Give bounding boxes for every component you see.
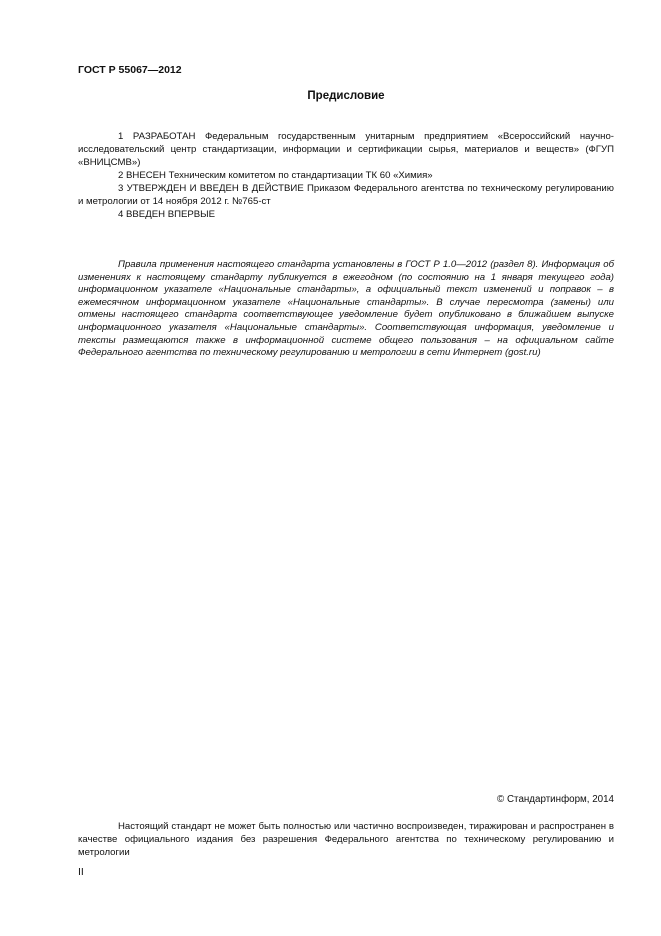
reproduction-notice: Настоящий стандарт не может быть полностью или частично воспроизведен, тиражирован и распространен в качестве официального издания без разрешения Федерального агентства по техническому регулированию и метрологии [78, 821, 614, 858]
application-rules-notice: Правила применения настоящего стандарта установлены в ГОСТ Р 1.0—2012 (раздел 8). Информация об изменениях к настоящему стандарту публикуется в ежегодном (по состоянию на 1 января текущего года) информационном указателе «Национальные стандарты», а официальный текст изменений и поправок – в ежемесячном информационном указателе «Национальные стандарты». В случае пересмотра (замены) или отмены настоящего стандарта соответствующее уведомление будет опубликовано в ближайшем выпуске информационного указателя «Национальные стандарты». Соответствующая информация, уведомление и тексты размещаются также в информационной системе общего пользования – на официальном сайте Федерального агентства по техническому регулированию и метрологии в сети Интернет (gost.ru) [78, 259, 614, 359]
copyright-notice: © Стандартинформ, 2014 [497, 794, 614, 805]
foreword-item-introduced: 2 ВНЕСЕН Техническим комитетом по стандартизации ТК 60 «Химия» [118, 170, 433, 181]
foreword-list [78, 130, 614, 221]
foreword-item-developed: 1 РАЗРАБОТАН Федеральным государственным унитарным предприятием «Всероссийский научно-исследовательский центр стандартизации, информации и сертификации сырья, материалов и веществ» (ФГУП «ВНИЦСМВ») [78, 131, 614, 168]
page-title: Предисловие [307, 90, 385, 102]
foreword-item-approved: 3 УТВЕРЖДЕН И ВВЕДЕН В ДЕЙСТВИЕ Приказом Федерального агентства по техническому регулированию и метрологии от 14 ноября 2012 г. №765-ст [78, 183, 614, 207]
document-code: ГОСТ Р 55067—2012 [78, 64, 182, 76]
page-number: II [78, 866, 84, 878]
foreword-item-first-introduced: 4 ВВЕДЕН ВПЕРВЫЕ [118, 209, 216, 220]
